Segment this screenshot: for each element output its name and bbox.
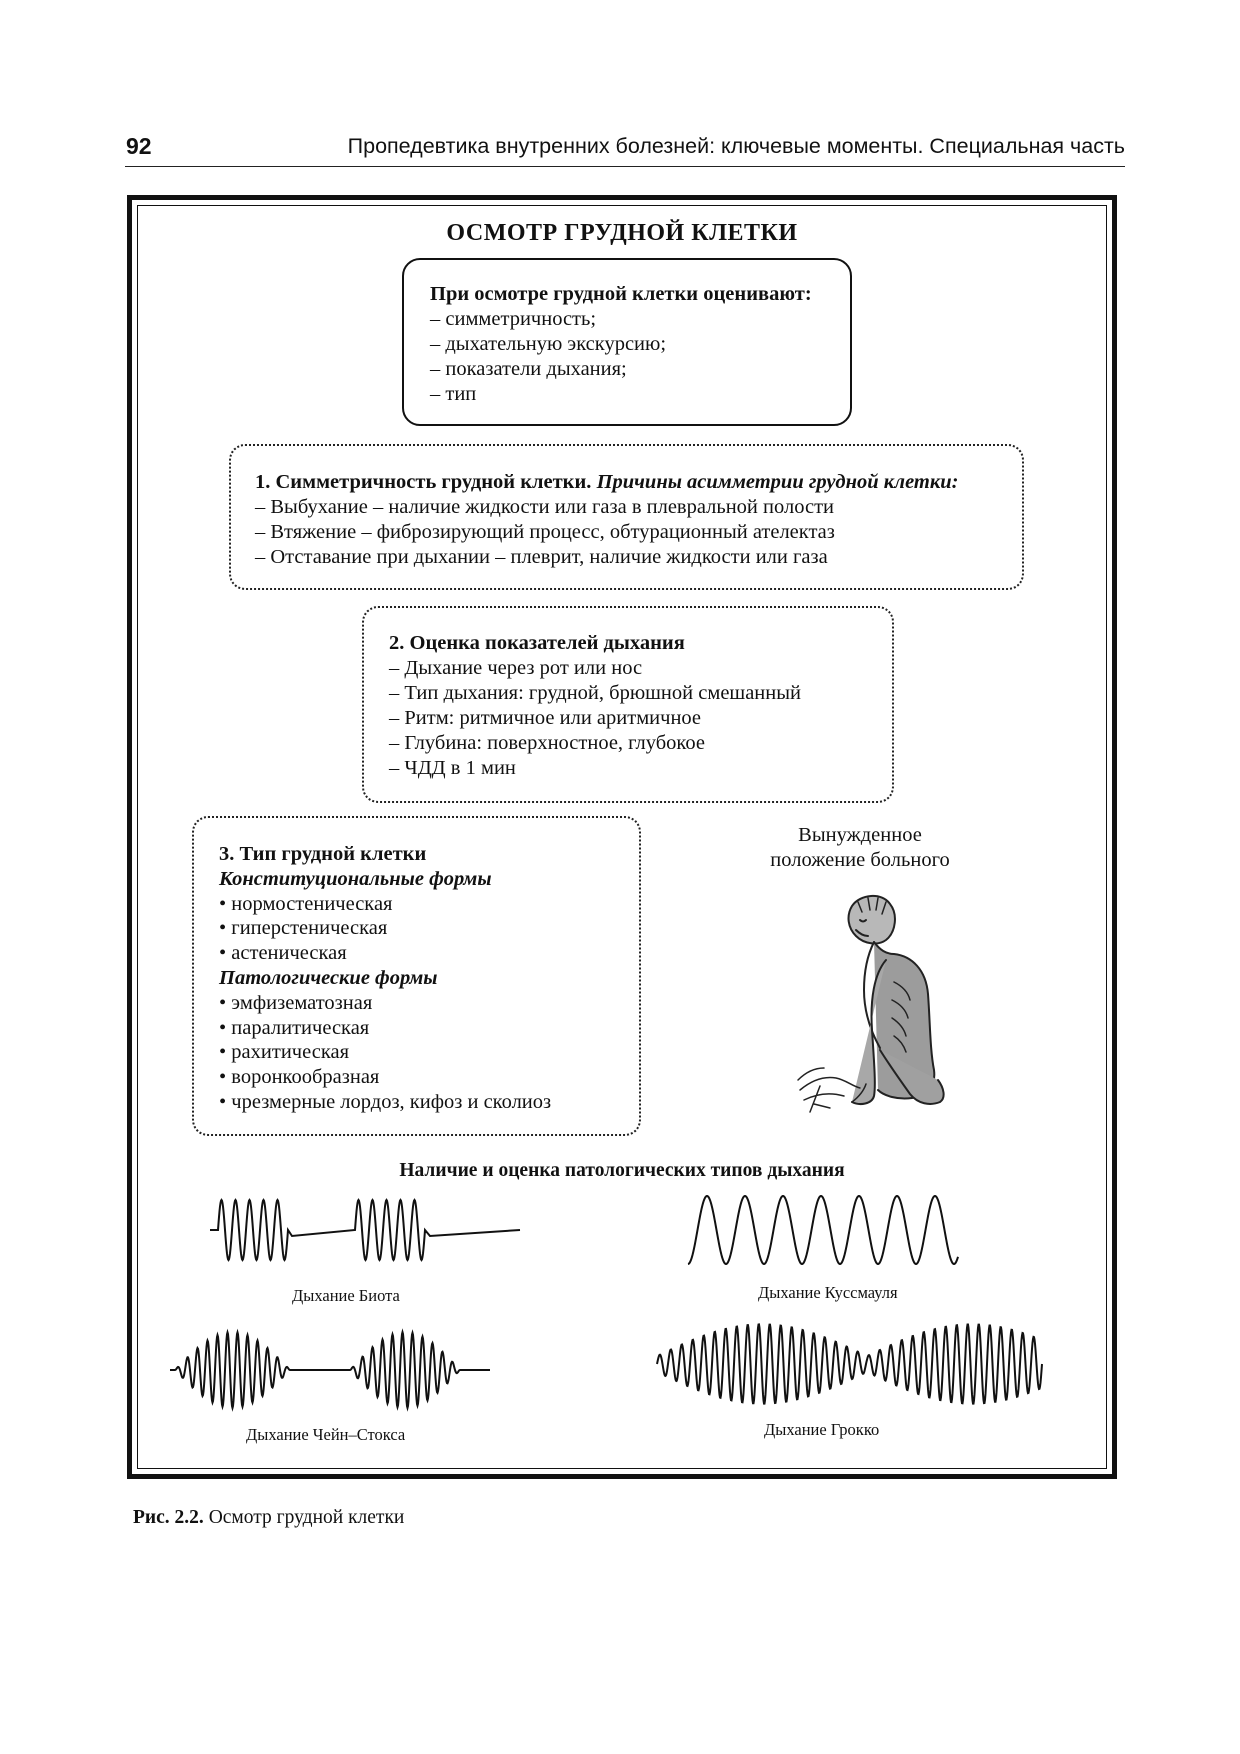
section3-item: • паралитическая [219, 1016, 370, 1039]
biot-caption: Дыхание Биота [292, 1286, 400, 1305]
section3-item: • астеническая [219, 942, 347, 965]
section2-text [389, 631, 801, 781]
section3-item: • рахитическая [219, 1041, 349, 1064]
section3-item: • чрезмерные лордоз, кифоз и сколиоз [219, 1090, 552, 1113]
page-number: 92 [126, 133, 152, 159]
breathing-types-title: Наличие и оценка патологических типов дыхания [399, 1160, 845, 1181]
intro-item: – дыхательную экскурсию; [430, 333, 667, 355]
kussmaul-breathing-waveform [688, 1185, 988, 1275]
figure-caption [133, 1507, 404, 1529]
cheyne-stokes-caption: Дыхание Чейн–Стокса [246, 1425, 406, 1444]
section3-heading: 3. Тип грудной клетки [219, 843, 427, 865]
section2-item: – Глубина: поверхностное, глубокое [389, 732, 705, 754]
biot-breathing-waveform [210, 1190, 520, 1270]
section1-item: – Втяжение – фиброзирующий процесс, обтурационный ателектаз [255, 521, 835, 543]
figure-title: ОСМОТР ГРУДНОЙ КЛЕТКИ [446, 220, 798, 246]
section1-heading-italic: Причины асимметрии грудной клетки: [596, 471, 959, 493]
running-header-title: Пропедевтика внутренних болезней: ключевые моменты. Специальная часть [347, 134, 1125, 158]
figure-caption-label: Рис. 2.2. [133, 1507, 204, 1528]
section2-item: – Дыхание через рот или нос [389, 657, 643, 679]
intro-box-text [430, 282, 812, 407]
section3-item: • воронкообразная [219, 1066, 380, 1089]
grocco-caption: Дыхание Грокко [764, 1420, 880, 1439]
section3-subheading-pathological: Патологические формы [219, 966, 438, 989]
intro-item: – тип [430, 383, 477, 405]
section3-item: • эмфизематозная [219, 991, 373, 1014]
section2-heading: 2. Оценка показателей дыхания [389, 632, 685, 654]
section3-subheading-constitutional: Конституциональные формы [219, 867, 492, 890]
section3-text [219, 842, 551, 1115]
kussmaul-caption: Дыхание Куссмауля [758, 1283, 898, 1302]
cheyne-stokes-breathing-waveform [170, 1325, 490, 1415]
intro-item: – показатели дыхания; [430, 358, 627, 380]
intro-item: – симметричность; [430, 308, 597, 330]
section1-text [255, 470, 958, 570]
header-rule [125, 166, 1125, 167]
figure-caption-text: Осмотр грудной клетки [208, 1507, 405, 1528]
grocco-breathing-waveform [657, 1322, 1047, 1407]
intro-heading: При осмотре грудной клетки оценивают: [430, 283, 812, 305]
section1-heading: 1. Симметричность грудной клетки. [255, 471, 592, 493]
section2-item: – Ритм: ритмичное или аритмичное [389, 707, 702, 729]
section2-item: – ЧДД в 1 мин [389, 757, 516, 779]
section2-item: – Тип дыхания: грудной, брюшной смешанный [389, 682, 801, 704]
section1-item: – Выбухание – наличие жидкости или газа в плевральной полости [255, 496, 834, 518]
section1-heading-line [255, 470, 958, 495]
section3-item: • гиперстеническая [219, 917, 388, 940]
section1-item: – Отставание при дыхании – плеврит, наличие жидкости или газа [255, 546, 828, 568]
illustration-caption-line: положение больного [770, 849, 950, 871]
illustration-caption [740, 823, 980, 873]
patient-forced-position-illustration [790, 890, 960, 1115]
section3-item: • нормостеническая [219, 892, 393, 915]
illustration-caption-line: Вынужденное [798, 824, 922, 846]
